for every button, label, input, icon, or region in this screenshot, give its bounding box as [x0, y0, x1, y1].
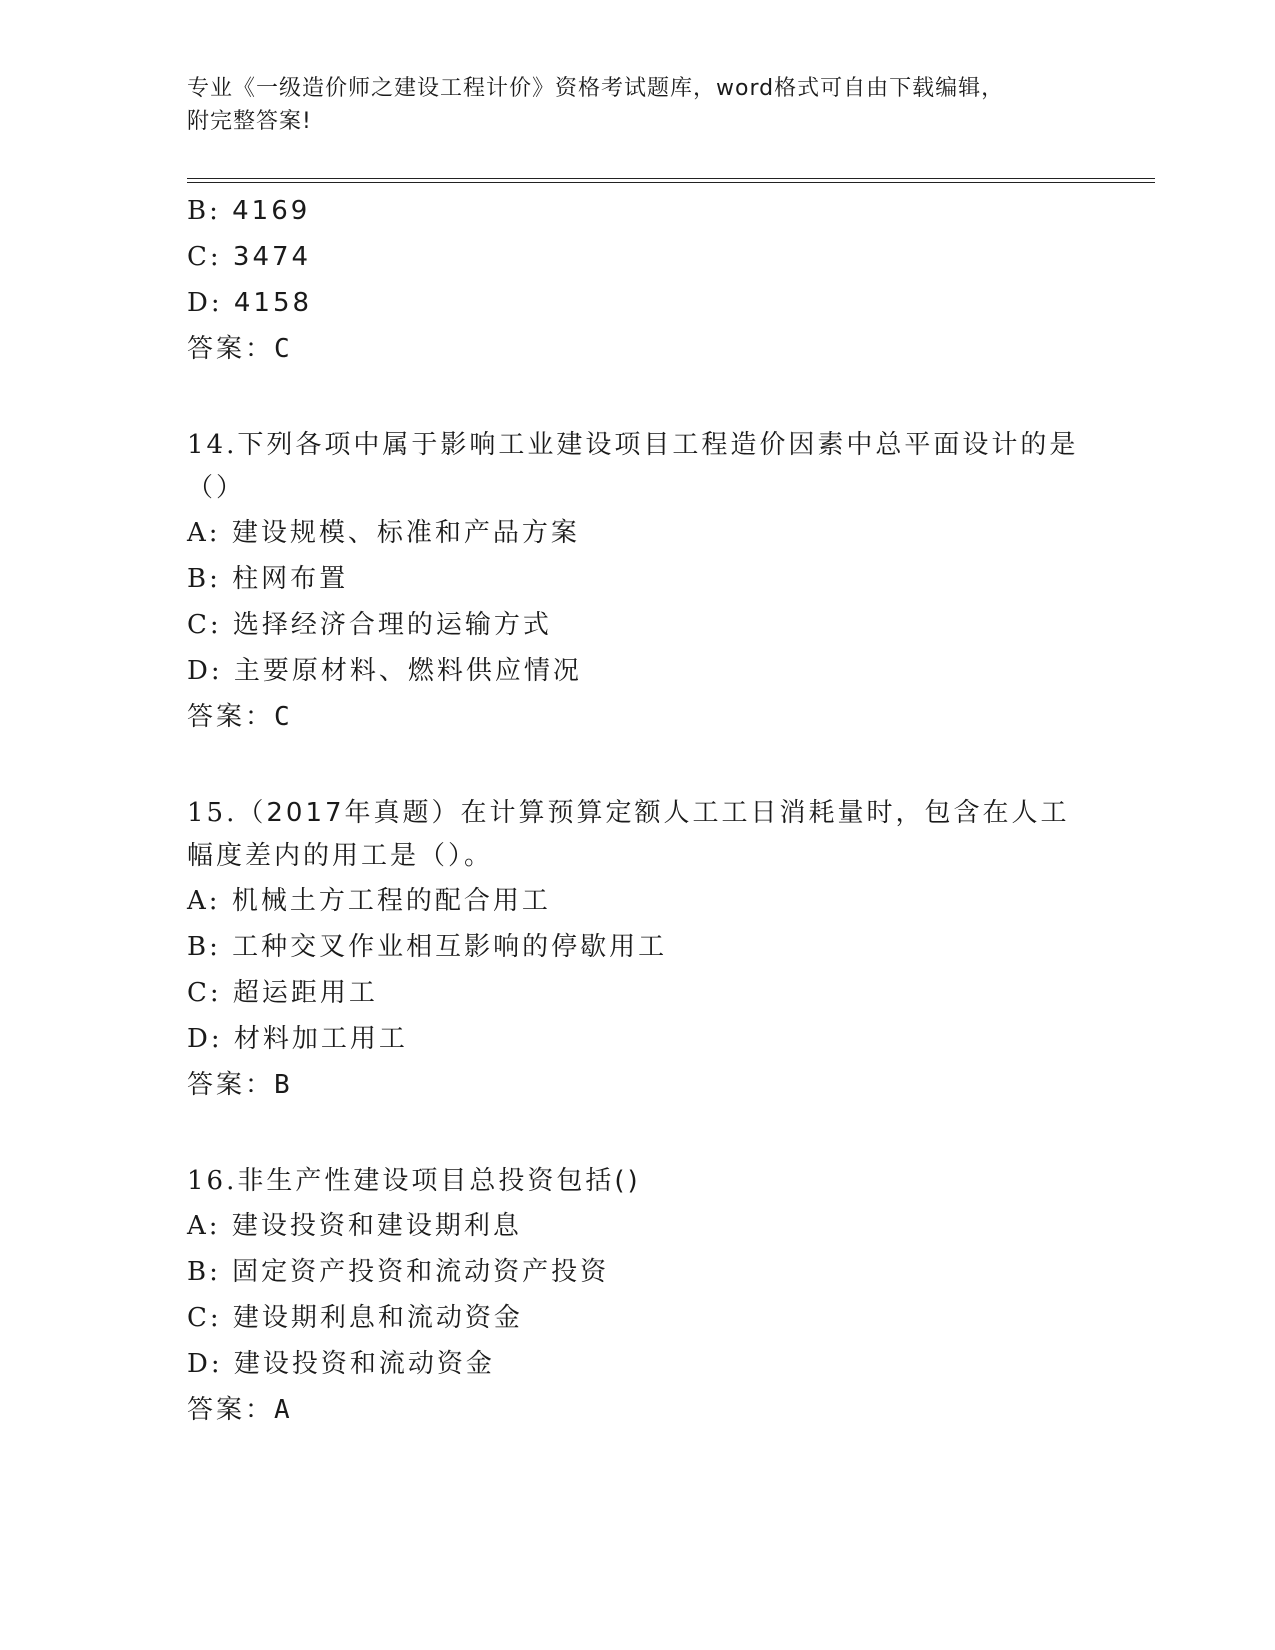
option-text: 建设投资和流动资金 [233, 1349, 495, 1379]
option-text: 4158 [233, 288, 313, 318]
answer-label: 答案： [187, 334, 275, 364]
question-body: （2017年真题）在计算预算定额人工工日消耗量时，包含在人工幅度差内的用工是（）。 [187, 798, 1070, 871]
option-a [187, 1203, 1087, 1249]
option-text: 机械土方工程的配合用工 [231, 886, 551, 916]
answer-line [187, 1062, 1087, 1108]
question-text [187, 792, 1087, 878]
option-text: 超运距用工 [232, 978, 378, 1008]
question-14 [187, 424, 1087, 740]
option-label: D: [187, 1349, 223, 1379]
option-text: 建设投资和建设期利息 [231, 1211, 522, 1241]
answer-line [187, 326, 1087, 372]
option-label: D: [187, 288, 223, 318]
option-text: 建设规模、标准和产品方案 [231, 518, 580, 548]
option-a [187, 878, 1087, 924]
header-line-2: 附完整答案! [187, 109, 312, 134]
question-text [187, 424, 1087, 510]
header-line-1: 专业《一级造价师之建设工程计价》资格考试题库，word格式可自由下载编辑， [187, 76, 1005, 101]
question-list [187, 188, 1087, 1433]
option-text: 建设期利息和流动资金 [232, 1303, 523, 1333]
question-number: 16. [187, 1166, 238, 1196]
option-d [187, 1016, 1087, 1062]
question-15 [187, 792, 1087, 1108]
option-label: D: [187, 1024, 223, 1054]
answer-label: 答案： [187, 1070, 275, 1100]
option-label: D: [187, 656, 223, 686]
document-header [187, 72, 1087, 138]
option-d [187, 280, 1087, 326]
question-number: 14. [187, 430, 238, 460]
option-label: A: [187, 518, 221, 548]
question-16 [187, 1160, 1087, 1433]
option-label: C: [187, 1303, 222, 1333]
option-b [187, 924, 1087, 970]
answer-label: 答案： [187, 702, 275, 732]
option-label: B: [187, 932, 221, 962]
option-label: C: [187, 978, 222, 1008]
option-b [187, 556, 1087, 602]
option-text: 3474 [232, 242, 312, 272]
option-text: 选择经济合理的运输方式 [232, 610, 552, 640]
option-label: B: [187, 196, 221, 226]
option-text: 4169 [232, 196, 311, 226]
header-divider-top [187, 178, 1155, 179]
option-text: 材料加工用工 [233, 1024, 408, 1054]
answer-value: B [274, 1070, 293, 1100]
option-label: B: [187, 564, 221, 594]
option-label: A: [187, 1211, 221, 1241]
option-a [187, 510, 1087, 556]
option-label: C: [187, 610, 222, 640]
option-text: 工种交叉作业相互影响的停歇用工 [232, 932, 668, 962]
option-d [187, 1341, 1087, 1387]
option-label: C: [187, 242, 222, 272]
answer-label: 答案： [187, 1395, 275, 1425]
answer-value: A [274, 1395, 293, 1425]
option-b [187, 188, 1087, 234]
answer-value: C [274, 334, 293, 364]
option-text: 柱网布置 [232, 564, 349, 594]
option-c [187, 1295, 1087, 1341]
question-text [187, 1160, 1087, 1203]
option-c [187, 602, 1087, 648]
answer-value: C [274, 702, 293, 732]
option-text: 主要原材料、燃料供应情况 [233, 656, 582, 686]
option-text: 固定资产投资和流动资产投资 [232, 1257, 610, 1287]
question-body: 非生产性建设项目总投资包括() [237, 1166, 641, 1196]
answer-line [187, 1387, 1087, 1433]
header-divider-bottom [187, 182, 1155, 183]
question-13-continued [187, 188, 1087, 372]
option-b [187, 1249, 1087, 1295]
option-d [187, 648, 1087, 694]
option-label: B: [187, 1257, 221, 1287]
option-label: A: [187, 886, 221, 916]
option-c [187, 234, 1087, 280]
answer-line [187, 694, 1087, 740]
question-body: 下列各项中属于影响工业建设项目工程造价因素中总平面设计的是（） [187, 430, 1079, 503]
option-c [187, 970, 1087, 1016]
question-number: 15. [187, 798, 238, 828]
